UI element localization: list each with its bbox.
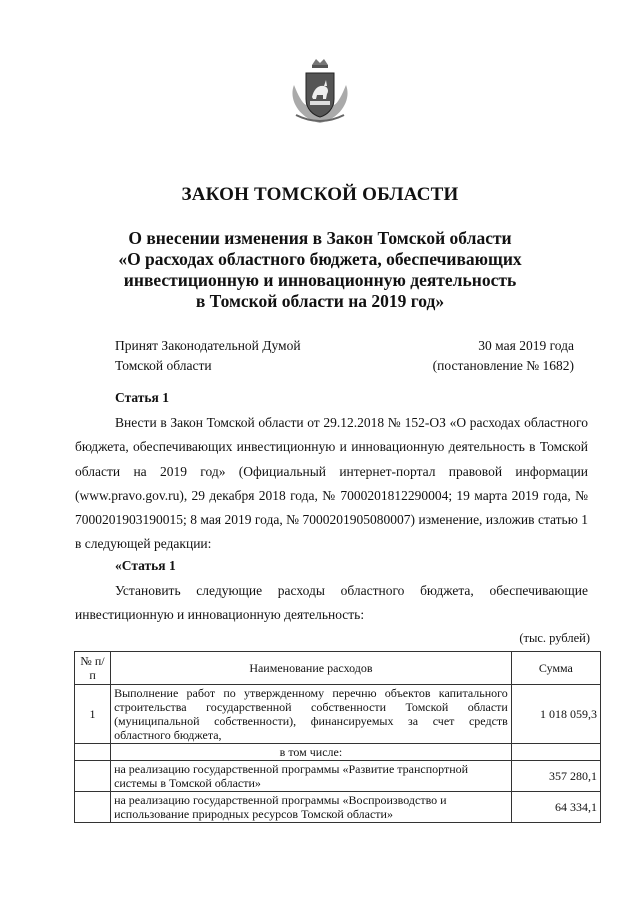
expenses-table [74,651,601,823]
subtitle-line: в Томской области на 2019 год» [195,291,445,311]
row-number [75,792,111,823]
adoption-body-line2: Томской области [115,358,212,373]
header-cell-name: Наименование расходов [111,652,512,685]
row-number [75,761,111,792]
table-row [75,744,601,761]
table-row [75,685,601,744]
row-name: на реализацию государственной программы «Развитие транспортной системы в Томской области» [111,761,512,792]
adoption-body-line1: Принят Законодательной Думой [115,338,301,353]
law-subtitle [60,228,580,312]
quoted-article-heading: «Статья 1 [115,558,176,573]
table-row [75,761,601,792]
subtitle-line: «О расходах областного бюджета, обеспечивающих [118,249,522,269]
row-sum [511,744,600,761]
table-unit-label: (тыс. рублей) [519,631,590,645]
adoption-date [433,336,574,376]
coat-of-arms-emblem [290,55,350,125]
row-sum: 357 280,1 [511,761,600,792]
resolution-number: (постановление № 1682) [432,358,574,373]
row-sum: 1 018 059,3 [511,685,600,744]
header-cell-number: № п/п [75,652,111,685]
article-heading: Статья 1 [115,390,169,405]
quoted-article-body: Установить следующие расходы областного бюджета, обеспечивающие инвестиционную и инновационную деятельность: [75,583,588,623]
header-cell-sum: Сумма [511,652,600,685]
row-number [75,744,111,761]
adoption-date-line: 30 мая 2019 года [478,338,574,353]
adoption-body [115,336,301,376]
subtitle-line: инвестиционную и инновационную деятельность [123,270,517,290]
law-title: ЗАКОН ТОМСКОЙ ОБЛАСТИ [181,184,459,205]
table-header-row [75,652,601,685]
subtitle-line: О внесении изменения в Закон Томской области [128,228,512,248]
row-number: 1 [75,685,111,744]
row-name: в том числе: [111,744,512,761]
row-sum: 64 334,1 [511,792,600,823]
row-name: на реализацию государственной программы «Воспроизводство и использование природных ресурсов Томской области» [111,792,512,823]
article-body: Внести в Закон Томской области от 29.12.2018 № 152-ОЗ «О расходах областного бюджета, обеспечивающих инвестиционную и инновационную деятельность в Томской области на 2019 год» (Официальный интернет-портал правовой информации (www.pravo.gov.ru), 29 декабря 2018 года, № 7000201812290004; 19 марта 2019 года, № 7000201903190015; 8 мая 2019 года, № 7000201905080007) изменение, изложив статью 1 в следующей редакции: [75,415,588,552]
row-name: Выполнение работ по утвержденному перечню объектов капитального строительства государственной собственности Томской области (муниципальной собственности), финансируемых за счет средств областного бюджета, [111,685,512,744]
table-row [75,792,601,823]
